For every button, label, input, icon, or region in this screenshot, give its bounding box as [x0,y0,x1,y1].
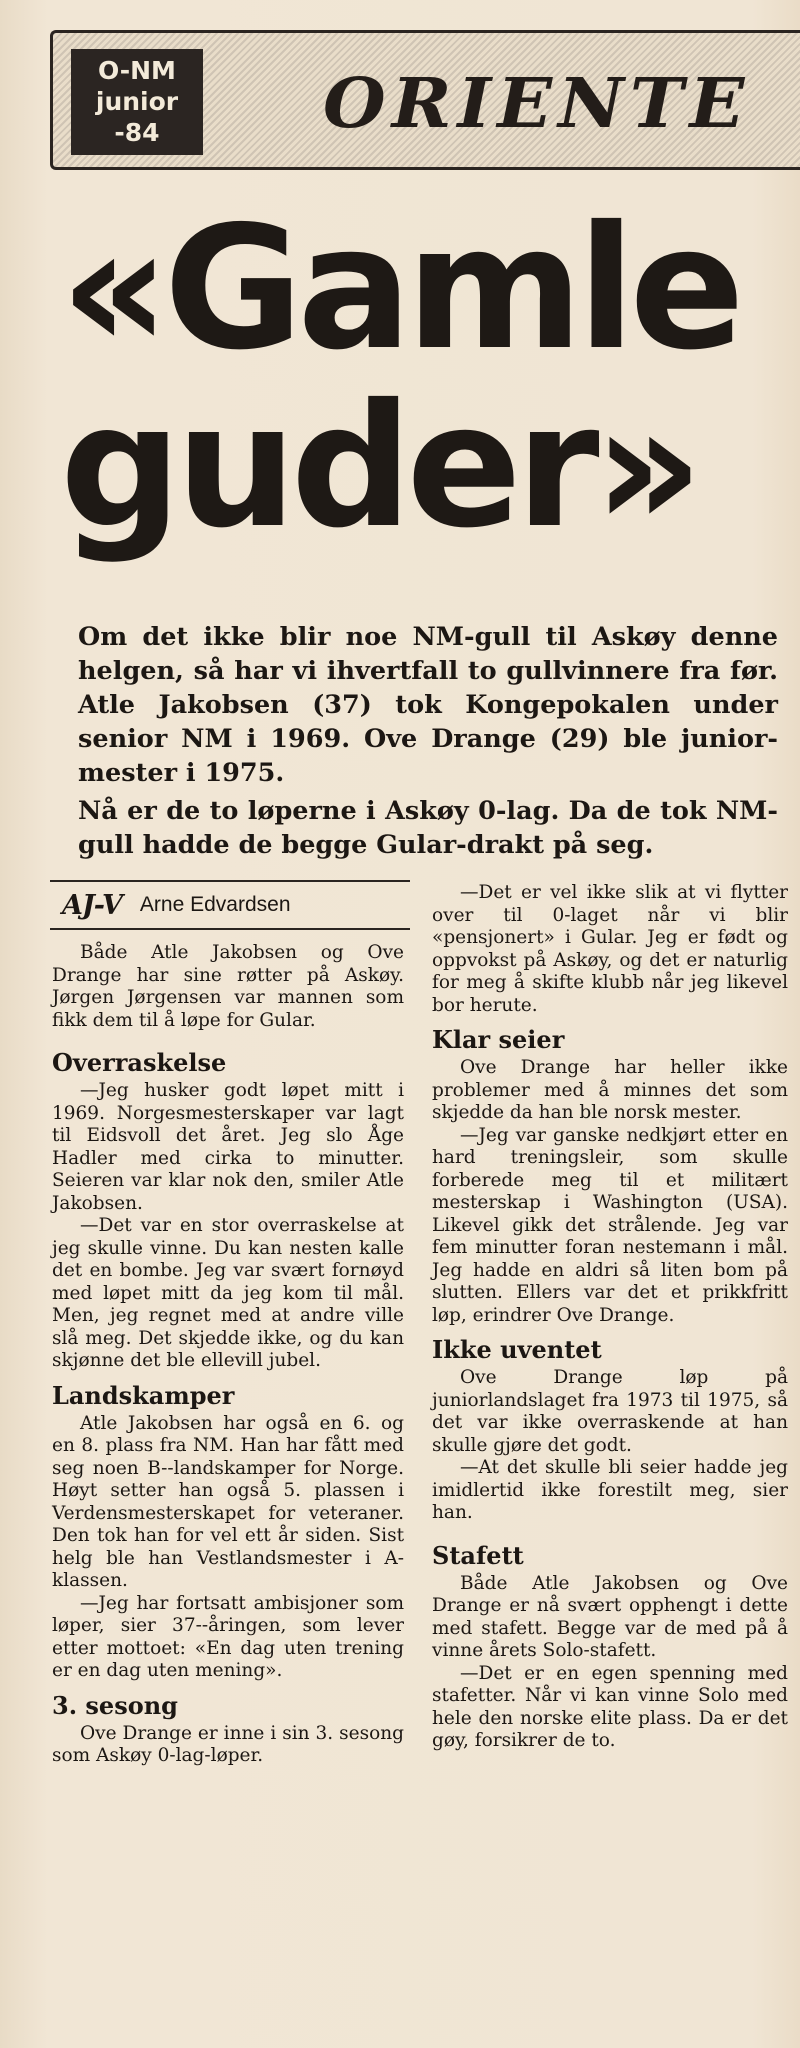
paragraph: —Jeg husker godt løpet mitt i 1969. Norgesmesterskaper var lagt til Eidsvoll det året. Jeg slo Åge Hadler med cirka to minutter. Seieren var klar nok den, smiler Atle Jakobsen. [52,1080,404,1214]
headline [60,190,780,566]
subheading-3-sesong: 3. sesong [52,1690,178,1720]
author-signature: AJ-V [62,889,122,921]
article-column-left [52,942,404,1768]
subheading-landskamper: Landskamper [52,1380,235,1410]
lead-text-2: Nå er de to løperne i Askøy 0-lag. Da de tok NM-gull hadde de begge Gular-drakt på seg. [78,796,778,860]
subheading-klar-seier: Klar seier [432,1025,565,1054]
headline-line-2: guder» [60,368,698,566]
paragraph: —At det skulle bli seier hadde jeg imidlertid ikke forestilt meg, sier han. [432,1457,788,1523]
paragraph: —Jeg var ganske nedkjørt etter en hard treningsleir, som skulle forberede meg til et militært mesterskap i Washington (USA). Likevel gikk det strålende. Jeg var fem minutter foran nestemann i mål. Jeg hadde en aldri så liten bom på slutten. Ellers var det et prikkfritt løp, erindrer Ove Drange. [432,1124,788,1326]
paragraph: —Det var en stor overraskelse at jeg skulle vinne. Du kan nesten kalle det en bombe. Jeg var svært fornøyd med løpet mitt da jeg kom til mål. Men, jeg regnet med at andre ville slå meg. Det skjedde ikke, og du kan skjønne det ble ellevill jubel. [52,1215,404,1371]
badge-line-1: O-NM [98,56,176,85]
subheading-overraskelse: Overraskelse [52,1048,227,1077]
paragraph: —Det er vel ikke slik at vi flytter over til 0-laget når vi blir «pensjonert» i Gular. Jeg er født og oppvokst på Askøy, og det er naturlig for meg å skifte klubb når jeg likevel bor herute. [432,882,788,1016]
badge-line-3: -84 [114,118,160,147]
event-badge [71,49,203,155]
lead-text-1: Om det ikke blir noe NM-gull til Askøy denne helgen, så har vi ihvertfall to gullvinnere fra før. Atle Jakobsen (37) tok Kongepokalen under senior NM i 1969. Ove Drange (29) ble junior-mester i 1975. [78,622,778,788]
subheading-ikke-uventet: Ikke uventet [432,1335,602,1364]
paragraph: Ove Drange løp på juniorlandslaget fra 1973 til 1975, så det var ikke overraskende at han skulle gjøre det godt. [432,1367,788,1456]
paragraph: Både Atle Jakobsen og Ove Drange har sine røtter på Askøy. Jørgen Jørgensen var mannen som fikk dem til å løpe for Gular. [52,942,404,1031]
article-column-right [432,882,788,1753]
lead-paragraph [78,620,778,862]
section-banner [50,30,800,170]
paragraph: —Jeg har fortsatt ambisjoner som løper, sier 37--åringen, som lever etter mottoet: «En dag uten trening er en dag uten mening». [52,1592,404,1681]
author-name: Arne Edvardsen [139,893,291,916]
headline-line-1: «Gamle [60,190,739,388]
paragraph: Både Atle Jakobsen og Ove Drange er nå svært opphengt i dette med stafett. Begge var de med på å vinne årets Solo-stafett. [432,1572,788,1661]
section-kicker: ORIENTE [323,62,751,143]
subheading-stafett: Stafett [432,1540,524,1570]
paragraph: —Det er en egen spenning med stafetter. Når vi kan vinne Solo med hele den norske elite plass. Da er det gøy, forsikrer de to. [432,1662,788,1751]
paragraph: Ove Drange har heller ikke problemer med å minnes det som skjedde da han ble norsk mester. [432,1057,788,1123]
byline [50,880,410,930]
paragraph: Ove Drange er inne i sin 3. sesong som Askøy 0-lag-løper. [52,1722,404,1766]
badge-line-2: junior [95,87,179,116]
paragraph: Atle Jakobsen har også en 6. og en 8. plass fra NM. Han har fått med seg noen B--landskamper for Norge. Høyt setter han også 5. plassen i Verdensmesterskapet for veteraner. Den tok han for vel ett år siden. Sist helg ble han Vestlandsmester i A-klassen. [52,1412,404,1591]
